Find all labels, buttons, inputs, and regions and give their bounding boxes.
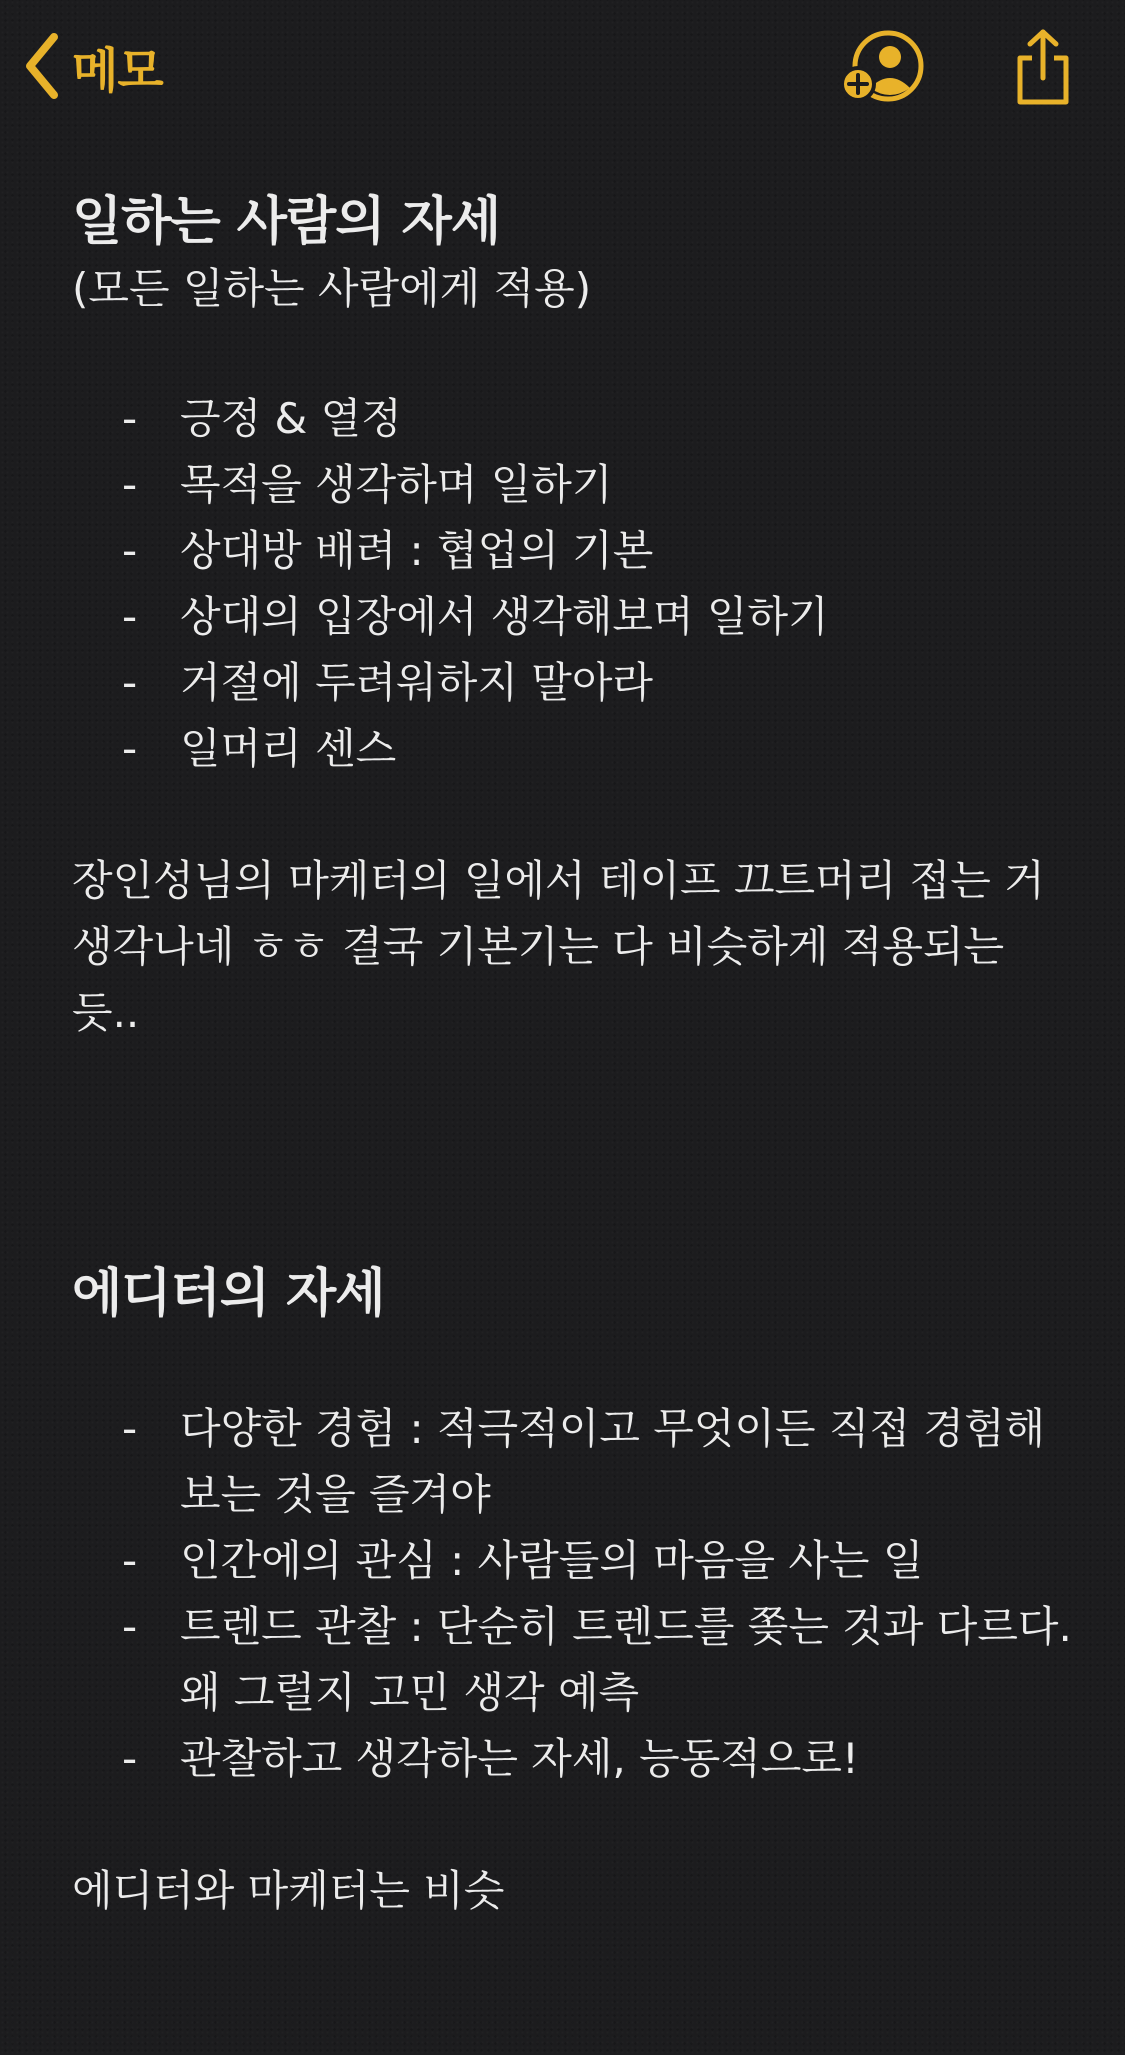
- list-item: - 트렌드 관찰 : 단순히 트렌드를 쫒는 것과 다르다. 왜 그럴지 고민 생각 예측: [72, 1594, 1072, 1726]
- add-collaborator-button[interactable]: [838, 28, 928, 108]
- note-body[interactable]: [72, 186, 1072, 1924]
- list-item: - 목적을 생각하며 일하기: [72, 452, 1072, 518]
- add-person-icon: [840, 30, 926, 106]
- editor-attitude-list: [72, 1396, 1072, 1792]
- back-label: 메모: [72, 42, 163, 99]
- list-item: - 상대방 배려 : 협업의 기본: [72, 518, 1072, 584]
- chevron-left-icon: [24, 33, 60, 99]
- section-title: 일하는 사람의 자세: [72, 192, 501, 252]
- share-button[interactable]: [998, 28, 1088, 108]
- list-item: - 일머리 센스: [72, 716, 1072, 782]
- list-item: - 다양한 경험 : 적극적이고 무엇이든 직접 경험해보는 것을 즐겨야: [72, 1396, 1072, 1528]
- list-item: - 인간에의 관심 : 사람들의 마음을 사는 일: [72, 1528, 1072, 1594]
- navigation-bar: [0, 0, 1125, 140]
- list-item: - 관찰하고 생각하는 자세, 능동적으로!: [72, 1726, 1072, 1792]
- list-item: - 긍정 & 열정: [72, 386, 1072, 452]
- list-item: - 거절에 두려워하지 말아라: [72, 650, 1072, 716]
- note-paragraph: 장인성님의 마케터의 일에서 테이프 끄트머리 접는 거 생각나네 ㅎㅎ 결국 기본기는 다 비슷하게 적용되는 듯..: [72, 856, 1045, 1037]
- list-item: - 상대의 입장에서 생각해보며 일하기: [72, 584, 1072, 650]
- back-button[interactable]: [24, 28, 163, 104]
- section-subtitle: (모든 일하는 사람에게 적용): [72, 264, 592, 313]
- attitude-list: [72, 386, 1072, 782]
- section-title: 에디터의 자세: [72, 1264, 385, 1324]
- note-paragraph: 에디터와 마케터는 비슷: [72, 1866, 505, 1915]
- share-icon: [1012, 28, 1074, 108]
